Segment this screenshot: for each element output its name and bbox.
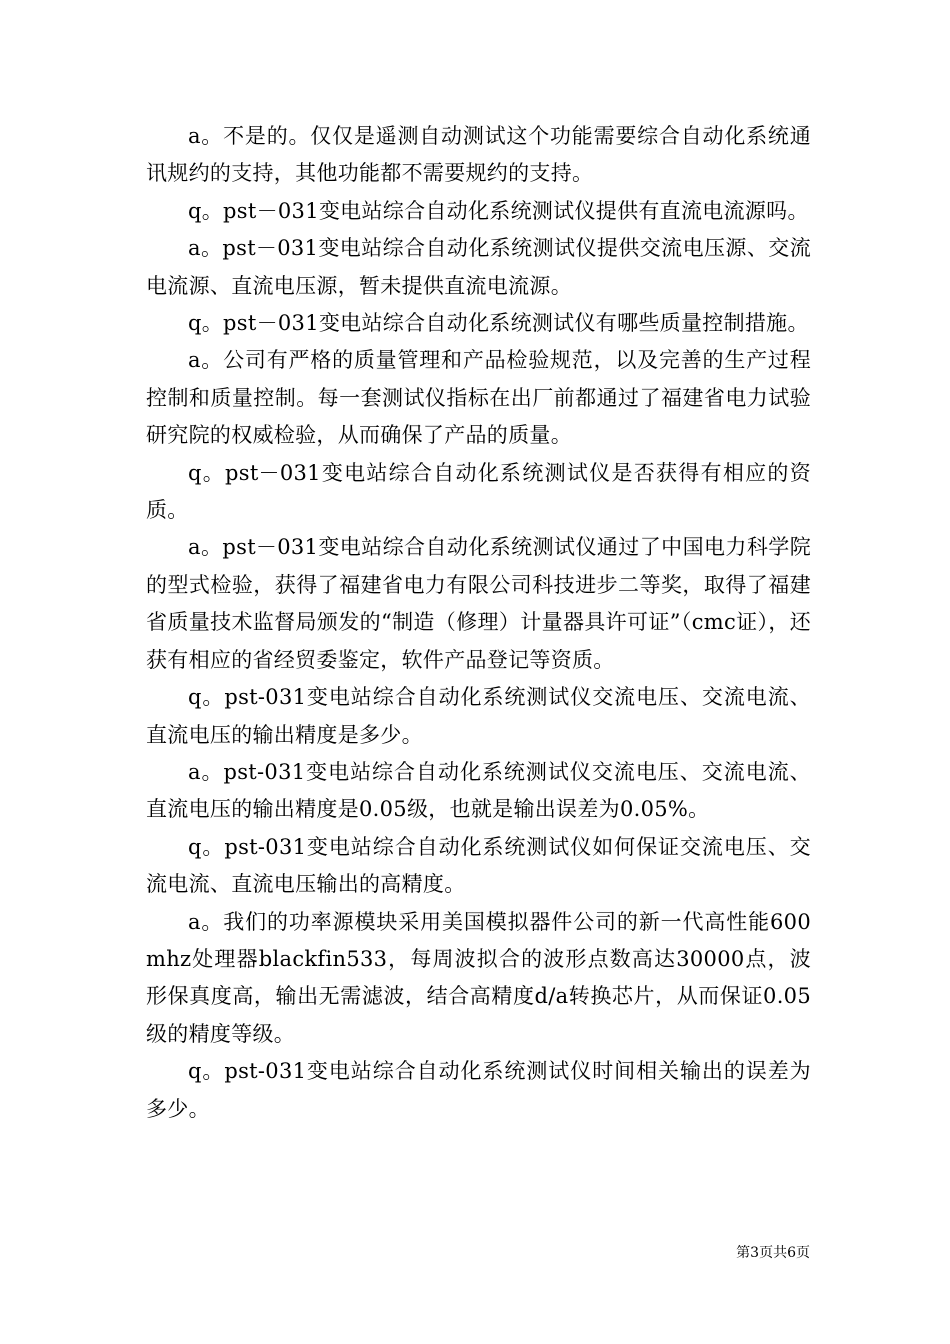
paragraph: q。pst－031变电站综合自动化系统测试仪提供有直流电流源吗。: [188, 198, 809, 223]
paragraph: a。pst-031变电站综合自动化系统测试仪交流电压、交流电流、直流电压的输出精度是0.05级，也就是输出误差为0.05%。: [146, 759, 811, 822]
paragraph: q。pst－031变电站综合自动化系统测试仪是否获得有相应的资质。: [146, 460, 811, 523]
paragraph: q。pst-031变电站综合自动化系统测试仪如何保证交流电压、交流电流、直流电压输出的高精度。: [146, 834, 811, 897]
paragraph: a。pst－031变电站综合自动化系统测试仪通过了中国电力科学院的型式检验，获得了福建省电力有限公司科技进步二等奖，取得了福建省质量技术监督局颁发的“制造（修理）计量器具许可证”（cmc证），还获有相应的省经贸委鉴定，软件产品登记等资质。: [146, 535, 811, 672]
paragraph: a。pst－031变电站综合自动化系统测试仪提供交流电压源、交流电流源、直流电压源，暂未提供直流电流源。: [146, 236, 811, 298]
page-number-footer: 第3页共6页: [736, 1245, 810, 1261]
paragraph: a。不是的。仅仅是遥测自动测试这个功能需要综合自动化系统通讯规约的支持，其他功能都不需要规约的支持。: [146, 124, 811, 186]
paragraph: q。pst-031变电站综合自动化系统测试仪时间相关输出的误差为多少。: [146, 1059, 811, 1121]
paragraph: a。我们的功率源模块采用美国模拟器件公司的新一代高性能600mhz处理器blackfin533，每周波拟合的波形点数高达30000点，波形保真度高，输出无需滤波，结合高精度d/a转换芯片，从而保证0.05级的精度等级。: [146, 909, 811, 1046]
document-body: [146, 118, 811, 1128]
paragraph: q。pst－031变电站综合自动化系统测试仪有哪些质量控制措施。: [188, 311, 809, 336]
paragraph: a。公司有严格的质量管理和产品检验规范，以及完善的生产过程控制和质量控制。每一套测试仪指标在出厂前都通过了福建省电力试验研究院的权威检验，从而确保了产品的质量。: [146, 348, 811, 448]
paragraph: q。pst-031变电站综合自动化系统测试仪交流电压、交流电流、直流电压的输出精度是多少。: [146, 685, 811, 747]
